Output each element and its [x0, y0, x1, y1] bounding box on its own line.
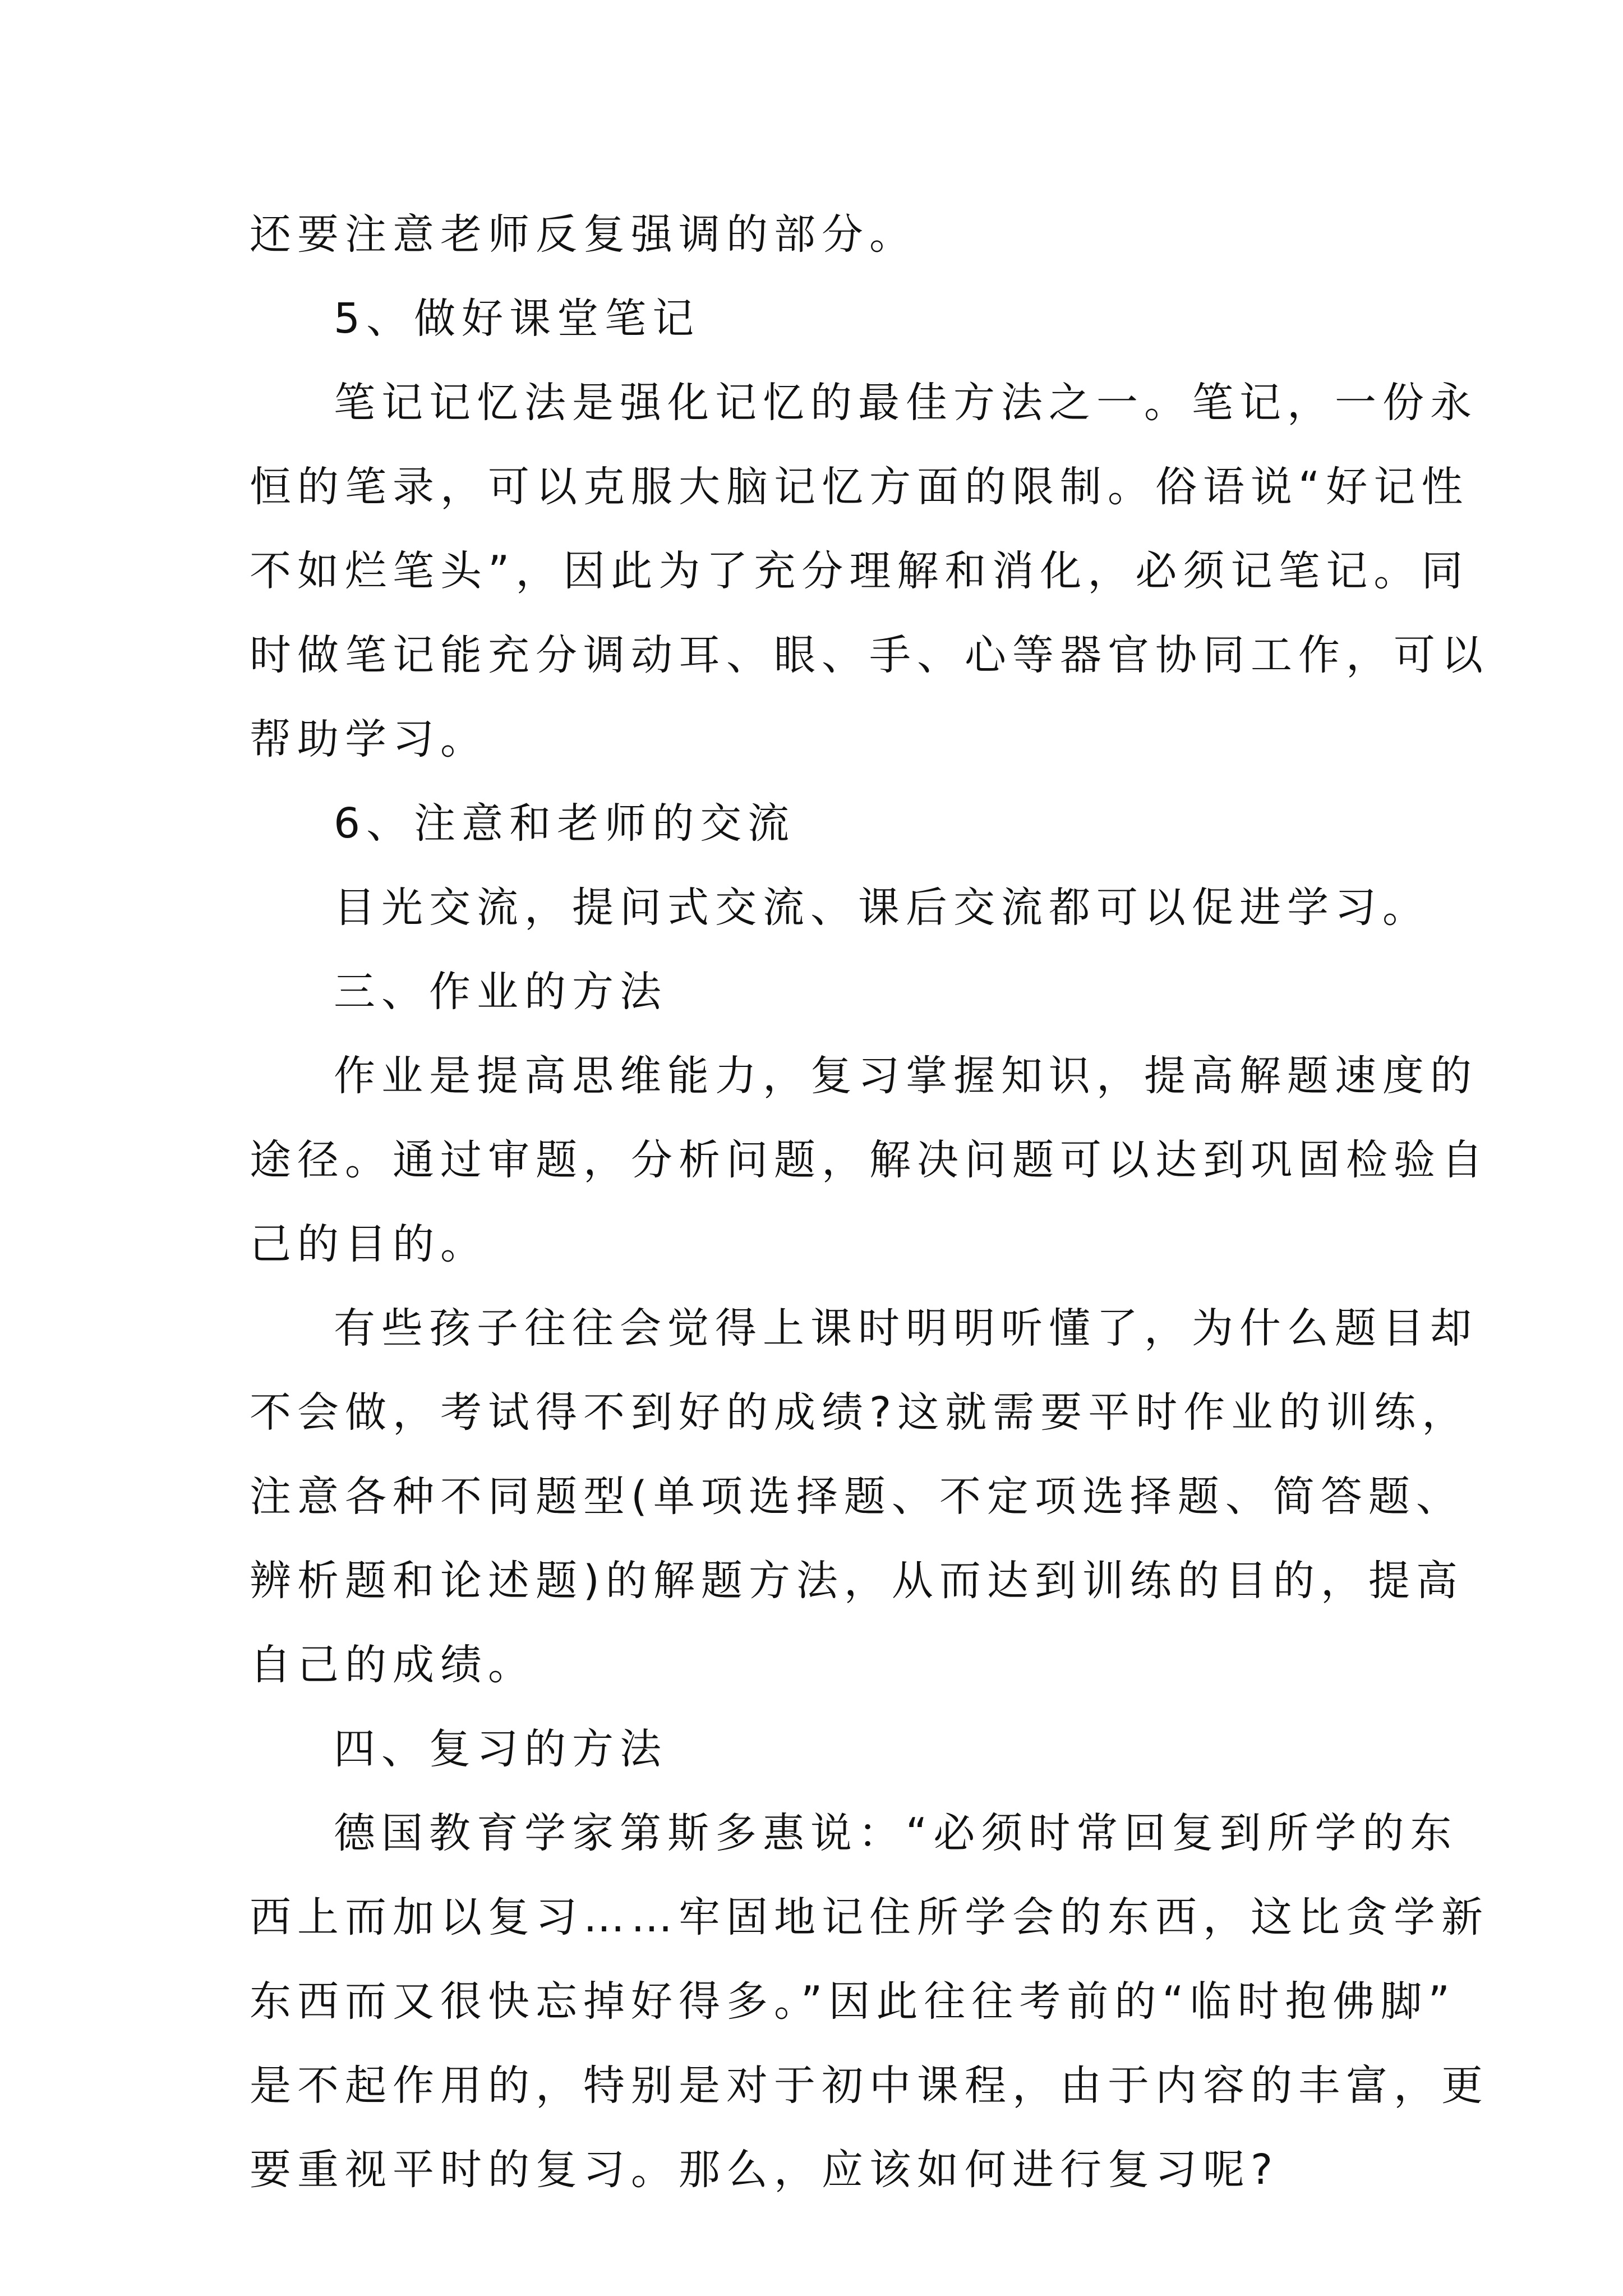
- body-text-line: 要重视平时的复习。那么，应该如何进行复习呢?: [250, 2146, 1279, 2194]
- body-text-line: 辨析题和论述题)的解题方法，从而达到训练的目的，提高: [250, 1557, 1464, 1605]
- body-text-line: 东西而又很快忘掉好得多。”因此往往考前的“临时抱佛脚”: [250, 1977, 1456, 2026]
- body-text-line: 是不起作用的，特别是对于初中课程，由于内容的丰富，更: [250, 2062, 1489, 2110]
- body-text-line: 时做笔记能充分调动耳、眼、手、心等器官协同工作，可以: [250, 631, 1489, 679]
- body-text-line: 西上而加以复习……牢固地记住所学会的东西，这比贪学新: [250, 1893, 1489, 1941]
- paragraph-first-line: 有些孩子往往会觉得上课时明明听懂了，为什么题目却: [334, 1304, 1478, 1352]
- section-heading: 四、复习的方法: [334, 1725, 667, 1773]
- subsection-heading: 5、做好课堂笔记: [334, 295, 700, 343]
- body-text-line: 不会做，考试得不到好的成绩?这就需要平时作业的训练，: [250, 1388, 1470, 1437]
- paragraph-first-line: 目光交流，提问式交流、课后交流都可以促进学习。: [334, 884, 1430, 932]
- body-text-line: 恒的笔录，可以克服大脑记忆方面的限制。俗语说“好记性: [250, 463, 1469, 511]
- body-text-line: 己的目的。: [250, 1220, 488, 1268]
- paragraph-first-line: 德国教育学家第斯多惠说：“必须时常回复到所学的东: [334, 1809, 1458, 1857]
- body-text-line: 自己的成绩。: [250, 1641, 536, 1689]
- body-text-line: 途径。通过审题，分析问题，解决问题可以达到巩固检验自: [250, 1136, 1489, 1184]
- paragraph-first-line: 作业是提高思维能力，复习掌握知识，提高解题速度的: [334, 1052, 1478, 1100]
- body-text-line: 还要注意老师反复强调的部分。: [250, 210, 917, 259]
- body-text-line: 帮助学习。: [250, 715, 488, 763]
- subsection-heading: 6、注意和老师的交流: [334, 799, 796, 848]
- body-text-line: 不如烂笔头”，因此为了充分理解和消化，必须记笔记。同: [250, 547, 1469, 595]
- paragraph-first-line: 笔记记忆法是强化记忆的最佳方法之一。笔记，一份永: [334, 379, 1478, 427]
- section-heading: 三、作业的方法: [334, 968, 667, 1016]
- body-text-line: 注意各种不同题型(单项选择题、不定项选择题、简答题、: [250, 1473, 1464, 1521]
